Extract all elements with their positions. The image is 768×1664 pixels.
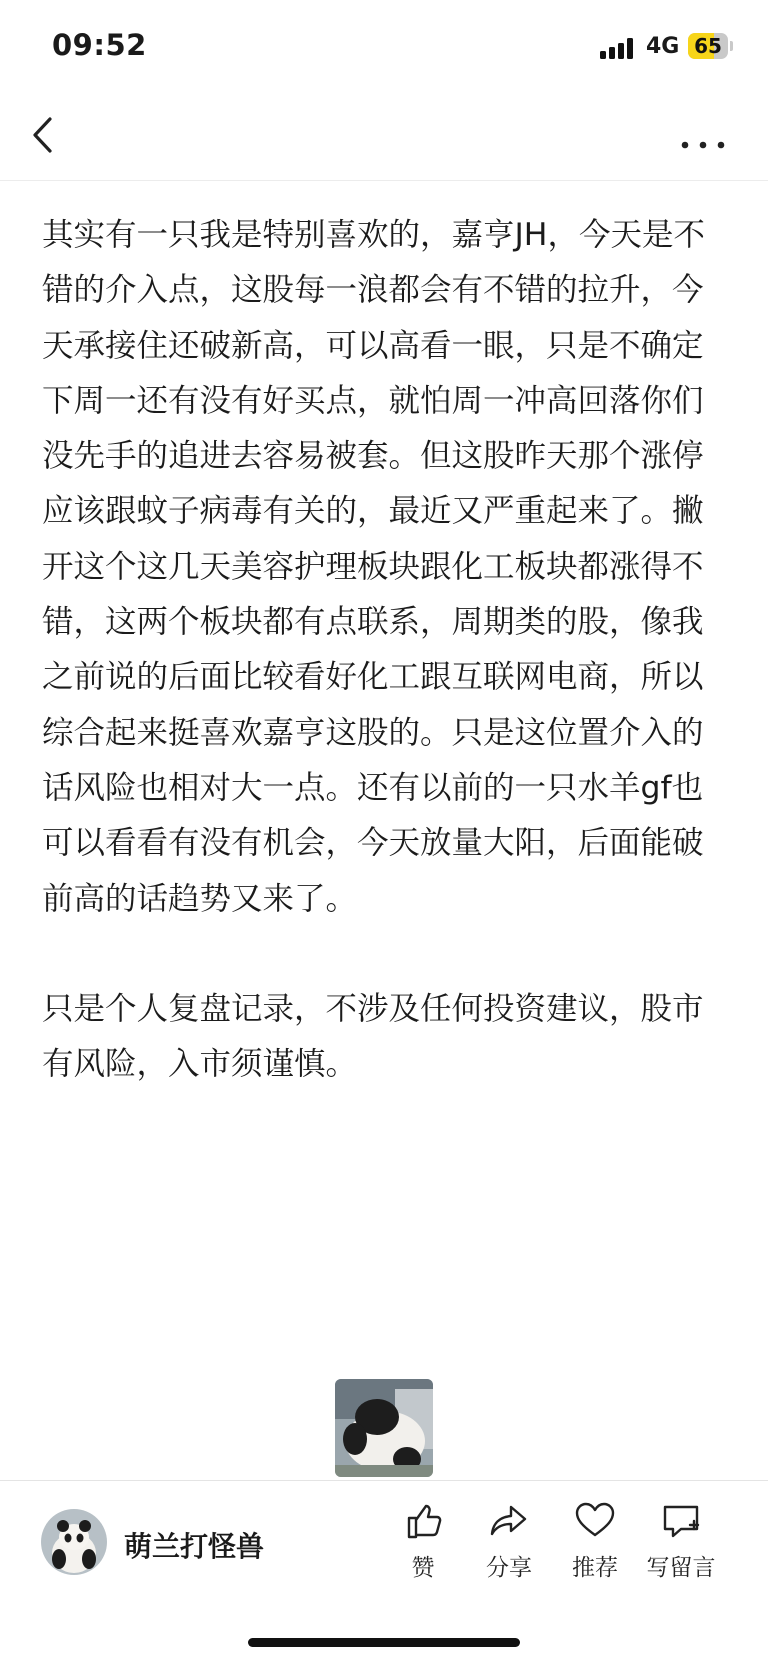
comment-icon (661, 1501, 701, 1541)
bottom-action-bar (0, 1480, 768, 1664)
comment-button[interactable] (636, 1499, 726, 1589)
battery-level: 65 (694, 34, 722, 58)
status-bar (0, 0, 768, 90)
recommend-button[interactable] (550, 1499, 640, 1589)
author-avatar[interactable] (41, 1509, 107, 1575)
network-type: 4G (646, 34, 680, 59)
share-label: 分享 (486, 1555, 532, 1581)
navigation-bar (0, 90, 768, 181)
author-name[interactable]: 萌兰打怪兽 (124, 1530, 265, 1563)
like-label: 赞 (411, 1555, 435, 1581)
battery-icon (688, 33, 734, 59)
like-button[interactable] (378, 1499, 468, 1589)
more-options-button[interactable] (676, 108, 732, 162)
panda-image[interactable] (335, 1379, 433, 1477)
chevron-left-icon (22, 108, 70, 162)
clock: 09:52 (52, 28, 147, 62)
article-body (42, 208, 730, 1092)
signal-strength-icon (600, 37, 640, 59)
recommend-label: 推荐 (572, 1555, 618, 1581)
share-icon (489, 1501, 529, 1541)
back-button[interactable] (22, 108, 70, 162)
comment-label: 写留言 (646, 1555, 716, 1581)
disclaimer-paragraph: 只是个人复盘记录，不涉及任何投资建议，股市有风险，入市须谨慎。 (42, 990, 704, 1083)
home-indicator[interactable] (248, 1638, 520, 1647)
thumbs-up-icon (403, 1501, 443, 1541)
heart-icon (575, 1501, 615, 1541)
more-dots-icon (676, 108, 732, 162)
article-paragraph: 其实有一只我是特别喜欢的，嘉亨JH，今天是不错的介入点，这股每一浪都会有不错的拉升，今天承接住还破新高，可以高看一眼，只是不确定下周一还有没有好买点，就怕周一冲高回落你们没先手的追进去容易被套。但这股昨天那个涨停应该跟蚊子病毒有关的，最近又严重起来了。撇开这个这几天美容护理板块跟化工板块都涨得不错，这两个板块都有点联系，周期类的股，像我之前说的后面比较看好化工跟互联网电商，所以综合起来挺喜欢嘉亨这股的。只是这位置介入的话风险也相对大一点。还有以前的一只水羊gf也可以看看有没有机会，今天放量大阳，后面能破前高的话趋势又来了。 (42, 217, 705, 917)
share-button[interactable] (464, 1499, 554, 1589)
